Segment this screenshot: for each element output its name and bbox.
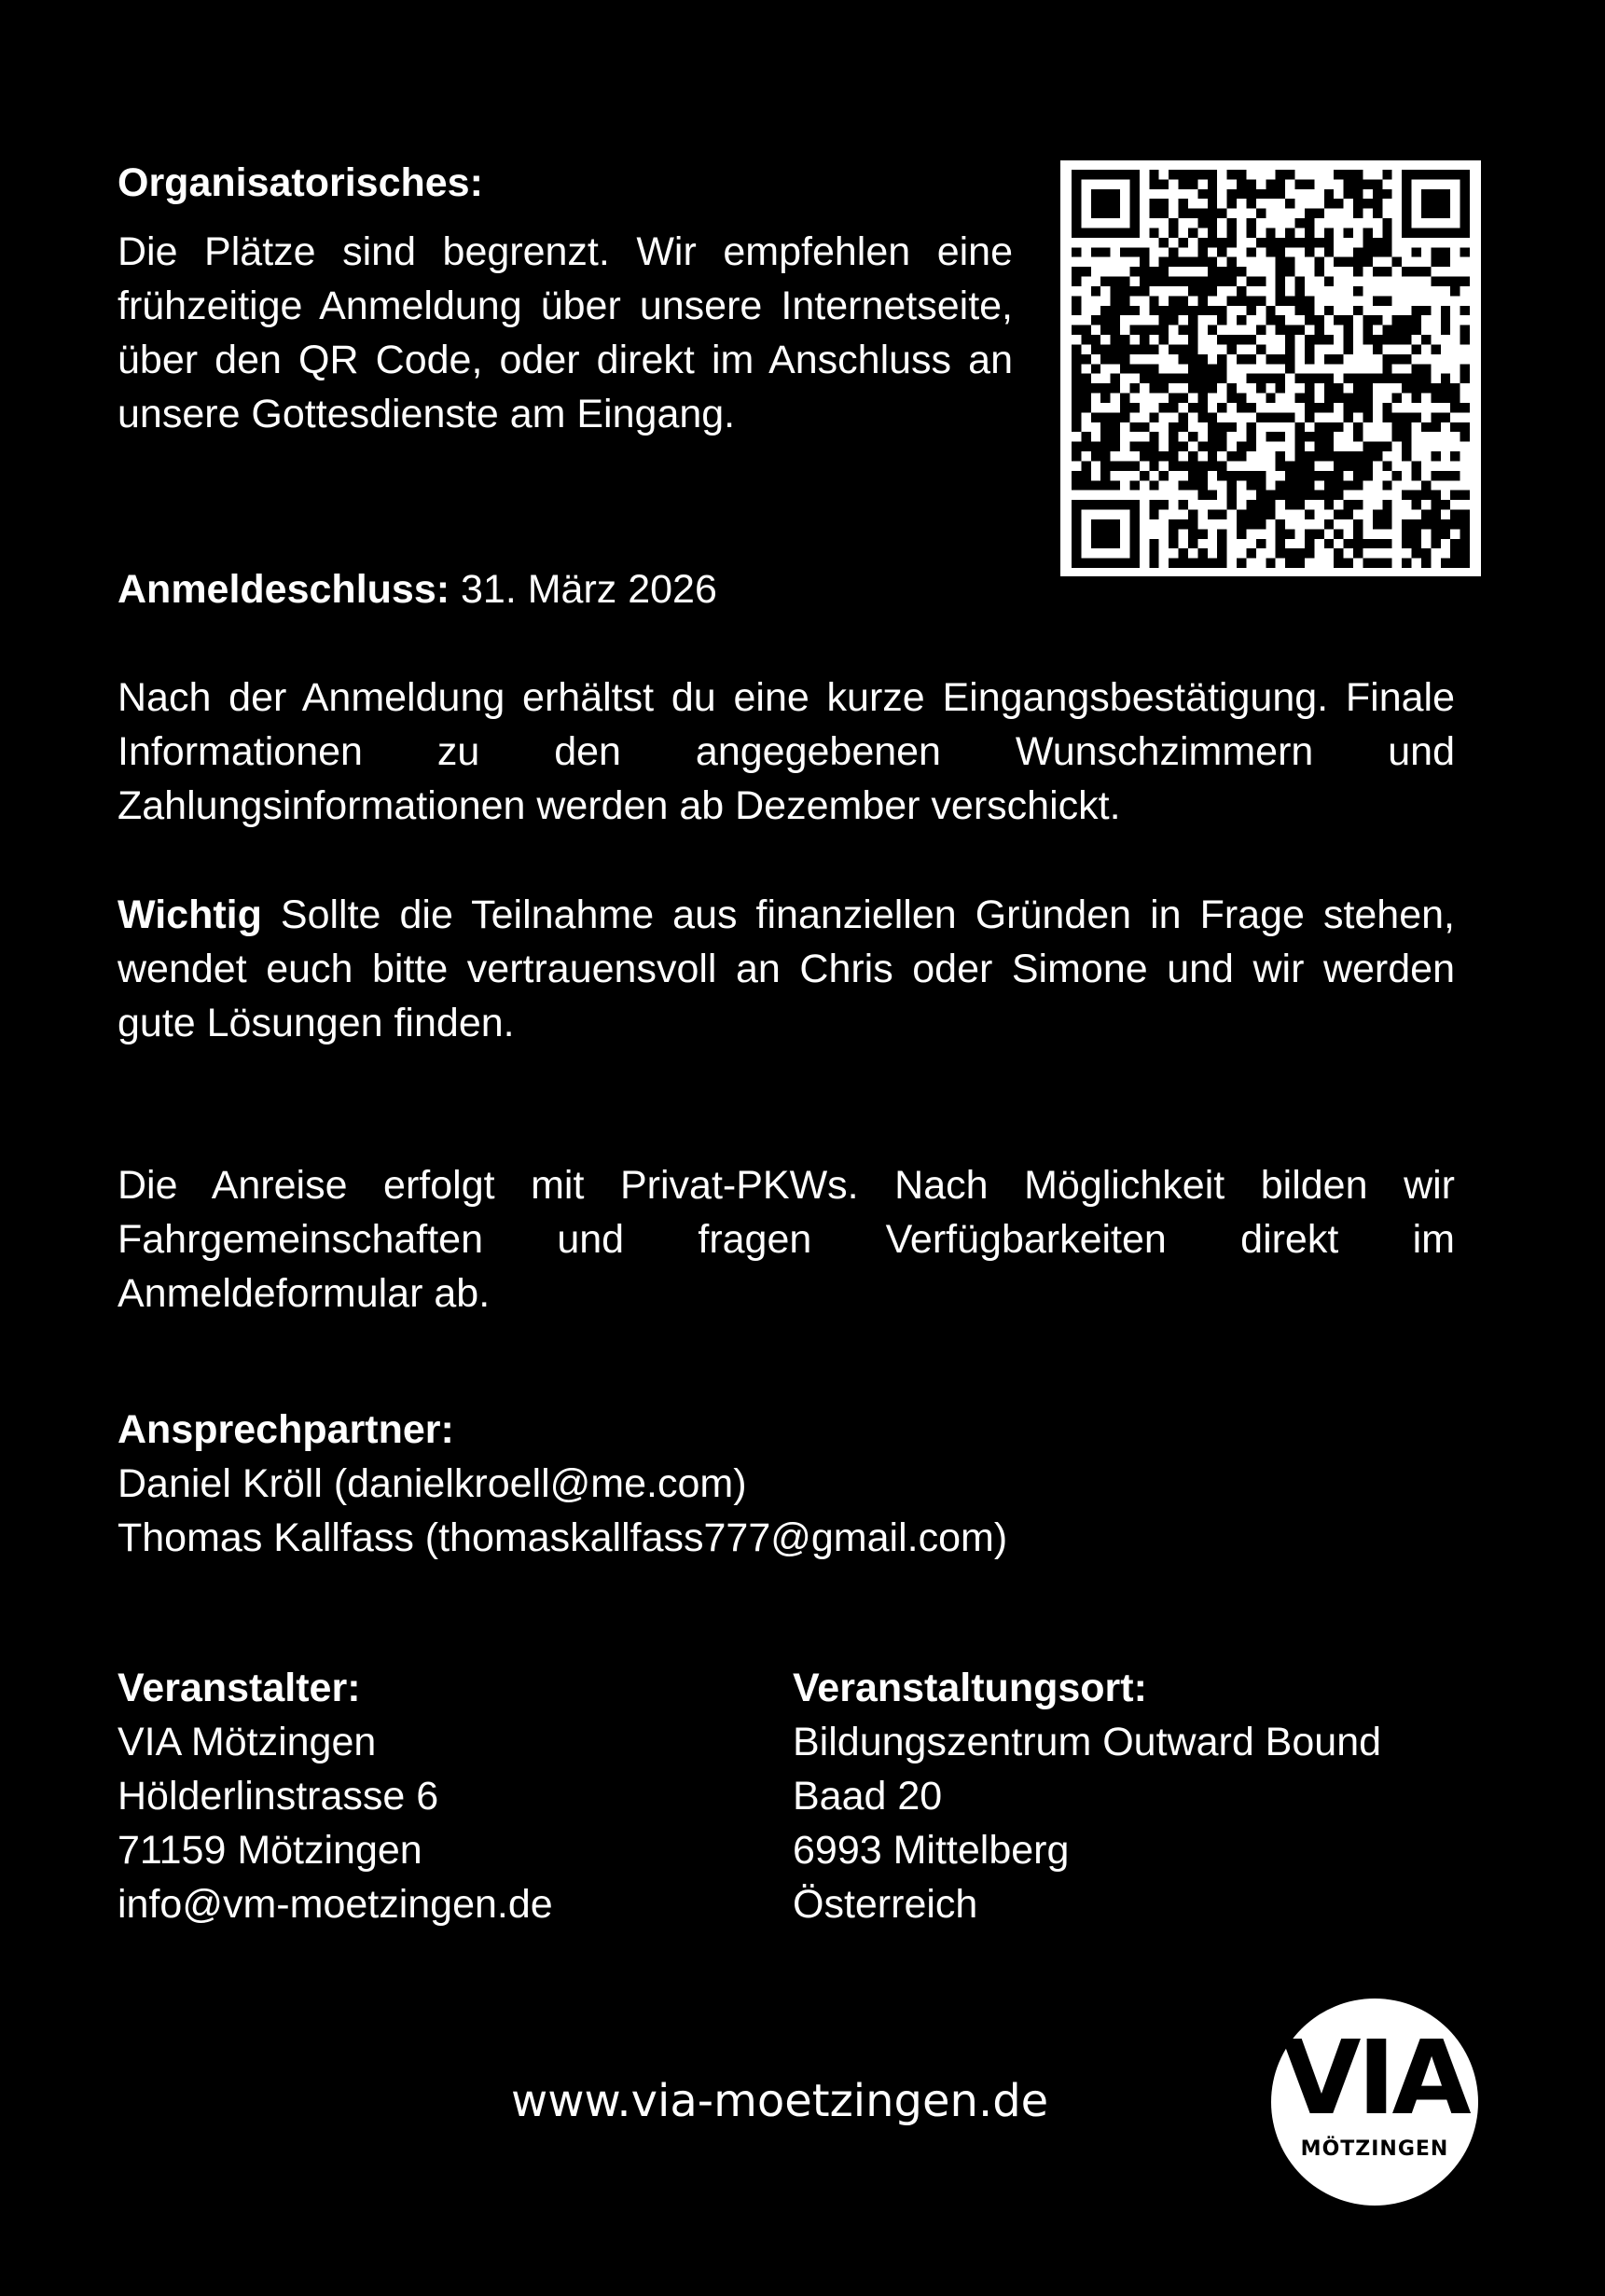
- website-link[interactable]: www.via-moetzingen.de: [511, 2075, 1049, 2127]
- confirmation-text: Nach der Anmeldung erhältst du eine kurze Eingangsbestätigung. Finale Informationen zu den angegebenen Wunschzimmern und Zahlungsinformationen werden ab Dezember verschickt.: [118, 675, 1455, 828]
- organizer-title: Veranstalter:: [118, 1666, 361, 1710]
- deadline-value: 31. März 2026: [450, 567, 717, 612]
- organizer-section: [118, 1661, 677, 1931]
- logo-text: VIA: [1281, 2018, 1468, 2137]
- qr-modules: [1072, 170, 1470, 568]
- qr-code-graphic: [1072, 170, 1470, 568]
- organisation-text: Die Plätze sind begrenzt. Wir empfehlen eine frühzeitige Anmeldung über unsere Internetseite, über den QR Code, oder direkt im Anschluss an unsere Gottesdienste am Eingang.: [118, 229, 1013, 436]
- important-text: Sollte die Teilnahme aus finanziellen Gründen in Frage stehen, wendet euch bitte vertrauensvoll an Chris oder Simone und wir werden gute Lösungen finden.: [118, 892, 1455, 1045]
- deadline-line: [118, 562, 1460, 616]
- contact-person: Thomas Kallfass (thomaskallfass777@gmail.com): [118, 1515, 1008, 1560]
- organizer-line: 71159 Mötzingen: [118, 1828, 422, 1873]
- venue-section: [793, 1661, 1464, 1931]
- important-section: [118, 888, 1455, 1050]
- via-logo: [1271, 1999, 1478, 2206]
- venue-line: Baad 20: [793, 1774, 943, 1819]
- important-label: Wichtig: [118, 892, 262, 937]
- venue-title: Veranstaltungsort:: [793, 1666, 1147, 1710]
- organizer-email: info@vm-moetzingen.de: [118, 1882, 553, 1927]
- contacts-title: Ansprechpartner:: [118, 1407, 454, 1452]
- organisation-section: [118, 156, 1013, 441]
- travel-text: Die Anreise erfolgt mit Privat-PKWs. Nach Möglichkeit bilden wir Fahrgemeinschaften und fragen Verfügbarkeiten direkt im Anmeldeformular ab.: [118, 1163, 1455, 1316]
- organizer-line: Hölderlinstrasse 6: [118, 1774, 439, 1819]
- contact-person: Daniel Kröll (danielkroell@me.com): [118, 1461, 747, 1506]
- organisation-title: Organisatorisches:: [118, 160, 483, 205]
- venue-line: Österreich: [793, 1882, 978, 1927]
- organizer-line: VIA Mötzingen: [118, 1720, 377, 1764]
- venue-line: 6993 Mittelberg: [793, 1828, 1070, 1873]
- deadline-label: Anmeldeschluss:: [118, 567, 450, 612]
- logo-subtext: MÖTZINGEN: [1300, 2137, 1449, 2161]
- contacts-section: [118, 1403, 1455, 1565]
- qr-code-icon[interactable]: [1060, 160, 1481, 576]
- venue-line: Bildungszentrum Outward Bound: [793, 1720, 1382, 1764]
